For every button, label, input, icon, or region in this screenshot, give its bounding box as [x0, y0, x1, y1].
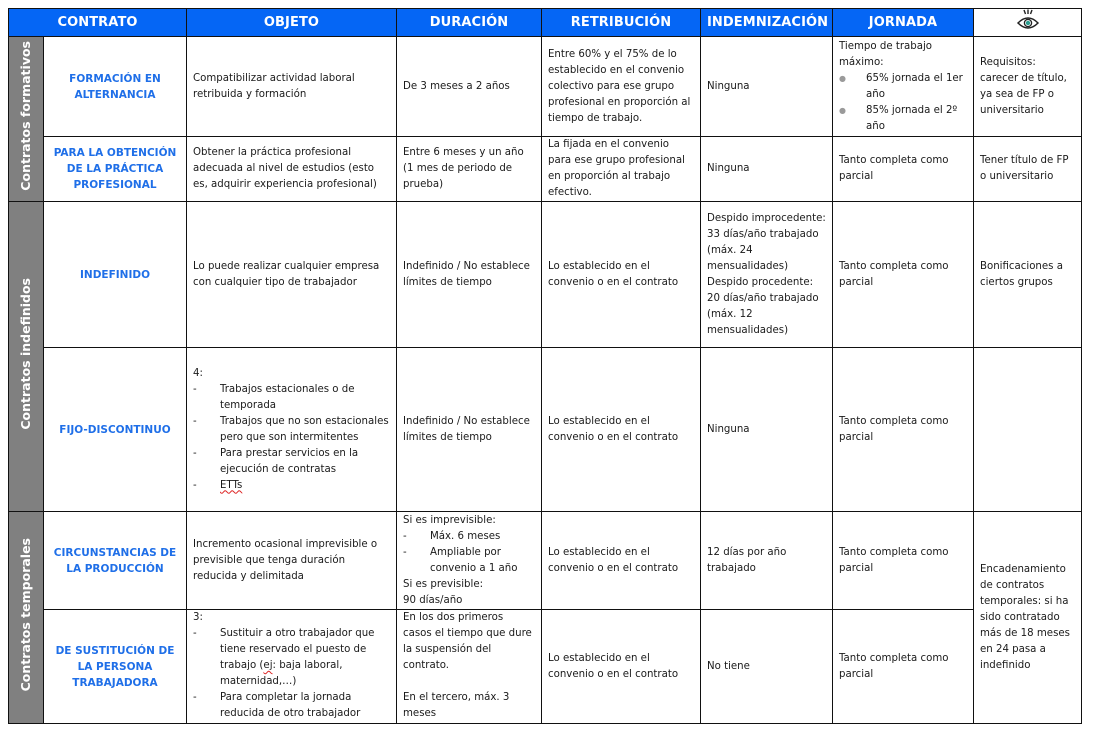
list-item: - Trabajos que no son estacionales pero que son intermitentes — [193, 414, 390, 446]
contracts-table — [8, 8, 1082, 724]
jornada-cell: Tanto completa como parcial — [833, 348, 974, 512]
indemnizacion-cell: Despido improcedente: 33 días/año trabajado (máx. 24 mensualidades) Despido procedente: 20 días/año trabajado (máx. 12 mensualidades) — [701, 202, 833, 348]
retribucion-cell: Lo establecido en el convenio o en el contrato — [542, 348, 701, 512]
eye-icon — [1016, 9, 1040, 31]
header-observaciones — [974, 9, 1082, 37]
contract-name: CIRCUNSTANCIAS DE LA PRODUCCIÓN — [44, 512, 187, 610]
objeto-cell: Obtener la práctica profesional adecuada al nivel de estudios (esto es, adquirir experiencia profesional) — [187, 137, 397, 202]
jornada-cell: Tanto completa como parcial — [833, 137, 974, 202]
list-item: - Máx. 6 meses — [403, 529, 535, 545]
objeto-cell: Lo puede realizar cualquier empresa con cualquier tipo de trabajador — [187, 202, 397, 348]
retribucion-cell: Lo establecido en el convenio o en el contrato — [542, 202, 701, 348]
objeto-list — [193, 626, 390, 722]
objeto-cell: Incremento ocasional imprevisible o previsible que tenga duración reducida y delimitada — [187, 512, 397, 610]
jornada-list — [839, 71, 967, 135]
contract-name: INDEFINIDO — [44, 202, 187, 348]
table-row — [9, 37, 1082, 137]
indemnizacion-cell: Ninguna — [701, 137, 833, 202]
observaciones-cell: Tener título de FP o universitario — [974, 137, 1082, 202]
duracion-cell: En los dos primeros casos el tiempo que dure la suspensión del contrato. En el tercero, máx. 3 meses — [397, 610, 542, 724]
header-jornada: JORNADA — [833, 9, 974, 37]
contract-name: FIJO-DISCONTINUO — [44, 348, 187, 512]
header-row — [9, 9, 1082, 37]
duracion-list — [403, 529, 535, 577]
list-item: - Para completar la jornada reducida de otro trabajador — [193, 690, 390, 722]
objeto-cell: 3: - Sustituir a otro trabajador que tiene reservado el puesto de trabajo (ej: baja laboral, maternidad,…) - Para completar la jornada reducida de otro trabajador — [187, 610, 397, 724]
list-item: ● 85% jornada el 2º año — [839, 103, 967, 135]
contract-name: PARA LA OBTENCIÓN DE LA PRÁCTICA PROFESIONAL — [44, 137, 187, 202]
list-item: - ETTs — [193, 478, 390, 494]
duracion-cell: Indefinido / No establece límites de tiempo — [397, 348, 542, 512]
list-item: - Ampliable por convenio a 1 año — [403, 545, 535, 577]
duracion-cell: Indefinido / No establece límites de tiempo — [397, 202, 542, 348]
jornada-cell: Tiempo de trabajo máximo: ● 65% jornada el 1er año ● 85% jornada el 2º año — [833, 37, 974, 137]
list-item: - Trabajos estacionales o de temporada — [193, 382, 390, 414]
objeto-list — [193, 382, 390, 494]
objeto-cell: Compatibilizar actividad laboral retribuida y formación — [187, 37, 397, 137]
observaciones-cell: Bonificaciones a ciertos grupos — [974, 202, 1082, 348]
retribucion-cell: Lo establecido en el convenio o en el contrato — [542, 512, 701, 610]
indemnizacion-cell: Ninguna — [701, 37, 833, 137]
header-objeto: OBJETO — [187, 9, 397, 37]
jornada-cell: Tanto completa como parcial — [833, 610, 974, 724]
list-item: - Para prestar servicios en la ejecución de contratas — [193, 446, 390, 478]
indemnizacion-cell: Ninguna — [701, 348, 833, 512]
section-formativos: Contratos formativos — [9, 37, 44, 202]
header-retribucion: RETRIBUCIÓN — [542, 9, 701, 37]
indemnizacion-cell: No tiene — [701, 610, 833, 724]
duracion-cell: Entre 6 meses y un año (1 mes de periodo de prueba) — [397, 137, 542, 202]
table-row — [9, 610, 1082, 724]
table-row — [9, 348, 1082, 512]
table-row — [9, 202, 1082, 348]
list-item: ● 65% jornada el 1er año — [839, 71, 967, 103]
objeto-cell: 4: - Trabajos estacionales o de temporada - Trabajos que no son estacionales pero que son intermitentes - Para prestar servicios en la ejecución de contratas - ETTs — [187, 348, 397, 512]
section-indefinidos: Contratos indefinidos — [9, 202, 44, 512]
header-contrato: CONTRATO — [9, 9, 187, 37]
indemnizacion-cell: 12 días por año trabajado — [701, 512, 833, 610]
jornada-cell: Tanto completa como parcial — [833, 512, 974, 610]
observaciones-cell — [974, 348, 1082, 512]
table-row — [9, 137, 1082, 202]
list-item: - Sustituir a otro trabajador que tiene reservado el puesto de trabajo (ej: baja laboral, maternidad,…) — [193, 626, 390, 690]
observaciones-cell: Requisitos: carecer de título, ya sea de FP o universitario — [974, 37, 1082, 137]
duracion-cell: De 3 meses a 2 años — [397, 37, 542, 137]
observaciones-cell: Encadenamiento de contratos temporales: si ha sido contratado más de 18 meses en 24 pasa a indefinido — [974, 512, 1082, 724]
jornada-cell: Tanto completa como parcial — [833, 202, 974, 348]
retribucion-cell: Lo establecido en el convenio o en el contrato — [542, 610, 701, 724]
retribucion-cell: Entre 60% y el 75% de lo establecido en el convenio colectivo para ese grupo profesional en proporción al tiempo de trabajo. — [542, 37, 701, 137]
contract-name: DE SUSTITUCIÓN DE LA PERSONA TRABAJADORA — [44, 610, 187, 724]
section-temporales: Contratos temporales — [9, 512, 44, 724]
duracion-cell: Si es imprevisible: - Máx. 6 meses - Ampliable por convenio a 1 año Si es previsible: 90 días/año — [397, 512, 542, 610]
contract-name: FORMACIÓN EN ALTERNANCIA — [44, 37, 187, 137]
header-indemnizacion: INDEMNIZACIÓN — [701, 9, 833, 37]
retribucion-cell: La fijada en el convenio para ese grupo profesional en proporción al trabajo efectivo. — [542, 137, 701, 202]
header-duracion: DURACIÓN — [397, 9, 542, 37]
table-row — [9, 512, 1082, 610]
